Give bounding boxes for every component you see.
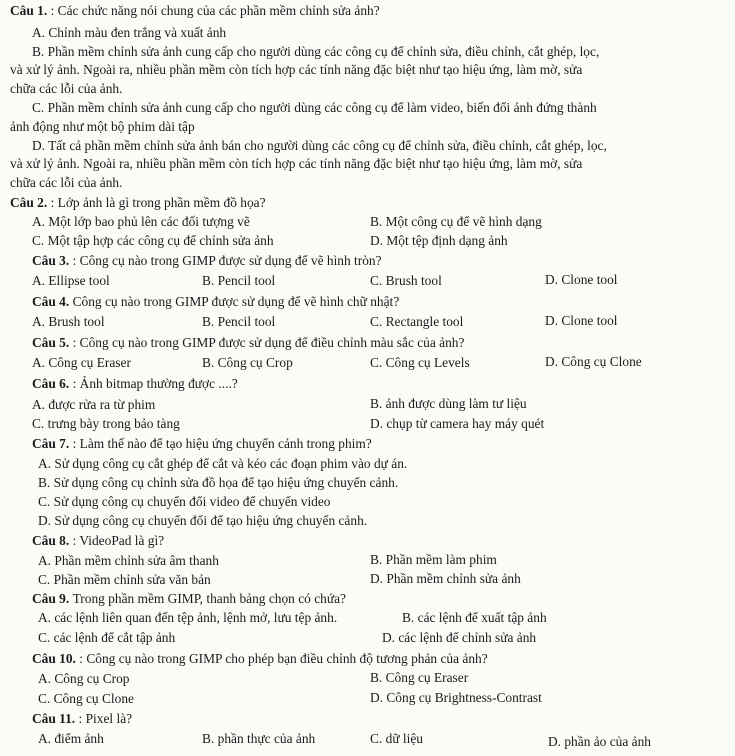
option-a: A. Một lớp bao phủ lên các đối tượng vẽ	[32, 214, 250, 229]
option-a: A. Ellipse tool	[32, 273, 110, 288]
option-b: B. Công cụ Eraser	[370, 670, 469, 685]
question-1-line: C. Phần mềm chỉnh sửa ảnh cung cấp cho người dùng các công cụ để làm video, biến đổi ảnh đứng thành	[32, 100, 597, 115]
option-a: A. được rửa ra từ phim	[32, 397, 156, 412]
option-a: A. Brush tool	[32, 314, 105, 329]
question-number: Câu 8.	[32, 533, 70, 548]
option-d: D. phần ảo của ảnh	[548, 734, 651, 749]
option-d: D. Công cụ Brightness-Contrast	[370, 690, 542, 705]
question-text: Trong phần mềm GIMP, thanh bảng chọn có chứa?	[72, 591, 346, 606]
question-number: Câu 11.	[32, 711, 76, 726]
option-b: B. Sử dụng công cụ chỉnh sửa đồ họa để tạo hiệu ứng chuyển cảnh.	[38, 475, 399, 490]
option-c: C. Sử dụng công cụ chuyển đổi video để chuyển video	[38, 494, 331, 509]
option-d: D. chụp từ camera hay máy quét	[370, 416, 545, 431]
question-2	[10, 195, 266, 212]
option-c: C. trưng bày trong bảo tàng	[32, 416, 180, 431]
option-c: C. Một tập hợp các công cụ để chỉnh sửa ảnh	[32, 233, 274, 248]
question-number: Câu 9.	[32, 591, 70, 606]
option-a: A. Phần mềm chỉnh sửa âm thanh	[38, 553, 219, 568]
option-d: D. các lệnh để chỉnh sửa ảnh	[382, 630, 537, 645]
option-a: A. các lệnh liên quan đến tệp ảnh, lệnh mở, lưu tệp ảnh.	[38, 610, 338, 625]
question-text: : Công cụ nào trong GIMP cho phép bạn điều chỉnh độ tương phản của ảnh?	[79, 651, 488, 666]
option-a: A. điểm ảnh	[38, 731, 104, 746]
question-1-line: B. Phần mềm chỉnh sửa ảnh cung cấp cho người dùng các công cụ để chỉnh sửa, điều chỉnh, cắt ghép, lọc,	[32, 44, 600, 59]
option-d: D. Một tệp định dạng ảnh	[370, 233, 508, 248]
question-1-line: A. Chỉnh màu đen trắng và xuất ảnh	[32, 25, 227, 40]
question-1	[10, 3, 380, 20]
question-1-line: chữa các lỗi của ảnh.	[10, 81, 123, 96]
option-a: A. Công cụ Eraser	[32, 355, 131, 370]
question-5	[32, 335, 464, 352]
question-text: Công cụ nào trong GIMP được sử dụng để vẽ hình chữ nhật?	[72, 294, 400, 309]
question-text: : VideoPad là gì?	[72, 533, 165, 548]
question-11	[32, 711, 132, 728]
question-number: Câu 3.	[32, 253, 70, 268]
question-1-line: D. Tất cả phần mềm chỉnh sửa ảnh bán cho người dùng các công cụ để chỉnh sửa, điều chỉnh, cắt ghép, lọc,	[32, 138, 607, 153]
option-d: D. Clone tool	[545, 272, 618, 287]
question-number: Câu 6.	[32, 376, 70, 391]
option-d: D. Công cụ Clone	[545, 354, 642, 369]
question-number: Câu 2.	[10, 195, 48, 210]
option-c: C. dữ liệu	[370, 731, 424, 746]
question-3	[32, 253, 382, 270]
option-b: B. ảnh được dùng làm tư liệu	[370, 396, 527, 411]
option-c: C. Công cụ Clone	[38, 691, 134, 706]
question-8	[32, 533, 164, 550]
option-d: D. Phần mềm chỉnh sửa ảnh	[370, 571, 521, 586]
option-c: C. Brush tool	[370, 273, 442, 288]
question-text: : Ảnh bitmap thường được ....?	[72, 376, 238, 391]
option-b: B. Pencil tool	[202, 273, 276, 288]
option-b: B. phần thực của ảnh	[202, 731, 316, 746]
option-c: C. Rectangle tool	[370, 314, 464, 329]
question-text: : Các chức năng nói chung của các phần mềm chỉnh sửa ảnh?	[50, 3, 380, 18]
option-a: A. Sử dụng công cụ cắt ghép để cắt và kéo các đoạn phim vào dự án.	[38, 456, 408, 471]
question-text: : Lớp ảnh là gì trong phần mềm đồ họa?	[50, 195, 266, 210]
question-1-line: và xử lý ảnh. Ngoài ra, nhiều phần mềm còn tích hợp các tính năng đặc biệt như tạo hiệu ứng, làm mờ, sửa	[10, 62, 583, 77]
option-b: B. Phần mềm làm phim	[370, 552, 497, 567]
option-c: C. các lệnh để cắt tập ảnh	[38, 630, 176, 645]
question-1-line: chữa các lỗi của ảnh.	[10, 175, 123, 190]
question-number: Câu 5.	[32, 335, 70, 350]
question-1-line: ảnh động như một bộ phim dài tập	[10, 119, 195, 134]
question-4	[32, 294, 399, 311]
question-number: Câu 4.	[32, 294, 70, 309]
question-10	[32, 651, 488, 668]
question-number: Câu 1.	[10, 3, 48, 18]
option-d: D. Sử dụng công cụ chuyển đổi để tạo hiệu ứng chuyển cảnh.	[38, 513, 368, 528]
question-number: Câu 10.	[32, 651, 76, 666]
option-d: D. Clone tool	[545, 313, 618, 328]
question-1-line: và xử lý ảnh. Ngoài ra, nhiều phần mềm còn tích hợp các tính năng đặc biệt như tạo hiệu ứng, làm mờ, sửa	[10, 156, 583, 171]
option-b: B. các lệnh để xuất tập ảnh	[402, 610, 547, 625]
option-b: B. Công cụ Crop	[202, 355, 293, 370]
option-a: A. Công cụ Crop	[38, 671, 130, 686]
question-text: : Làm thế nào để tạo hiệu ứng chuyển cảnh trong phim?	[72, 436, 372, 451]
question-number: Câu 7.	[32, 436, 70, 451]
option-c: C. Công cụ Levels	[370, 355, 470, 370]
question-text: : Pixel là?	[78, 711, 133, 726]
question-text: : Công cụ nào trong GIMP được sử dụng để vẽ hình tròn?	[72, 253, 382, 268]
option-c: C. Phần mềm chỉnh sửa văn bản	[38, 572, 211, 587]
question-7	[32, 436, 372, 453]
question-6	[32, 376, 238, 393]
question-9	[32, 591, 346, 608]
option-b: B. Pencil tool	[202, 314, 276, 329]
option-b: B. Một công cụ để vẽ hình dạng	[370, 214, 542, 229]
question-text: : Công cụ nào trong GIMP được sử dụng để điều chỉnh màu sắc của ảnh?	[72, 335, 465, 350]
